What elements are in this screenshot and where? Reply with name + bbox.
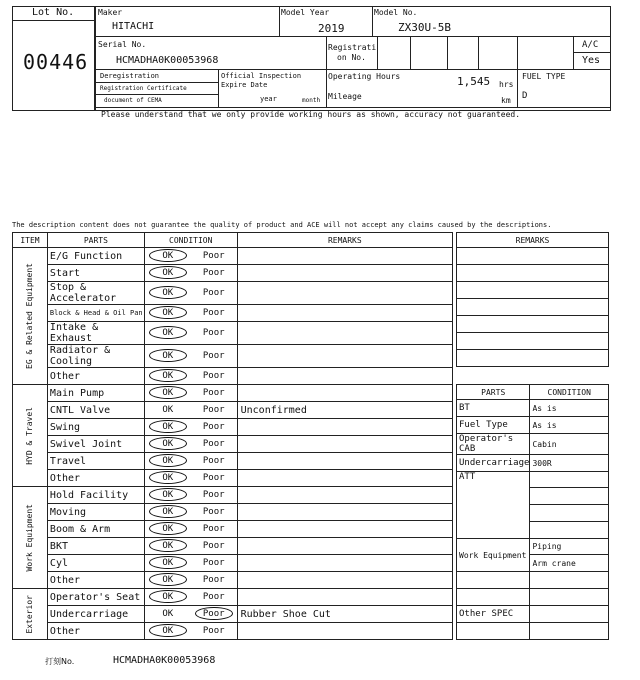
remark-cell [237,538,452,555]
remark-cell [237,572,452,589]
ok-mark: OK [162,609,174,619]
inspection-row [13,345,453,368]
right-remarks-row [457,316,609,333]
right-empty-cell [530,623,609,640]
right-part-condition [530,589,609,606]
poor-mark: Poor [202,456,225,466]
right-part-name: Undercarriage [457,455,530,472]
condition-cell [144,322,237,345]
part-name: Main Pump [47,385,144,402]
part-name: Swivel Joint [47,436,144,453]
right-parts-table [456,384,609,640]
ok-mark: OK [149,249,187,262]
part-name: Other [47,470,144,487]
poor-mark: Poor [202,328,225,338]
inspection-row [13,538,453,555]
maker-label: Maker [98,8,123,17]
ac-label: A/C [582,40,599,50]
remark-cell [237,265,452,282]
condition-cell [144,589,237,606]
poor-mark: Poor [202,558,225,568]
right-part-name: ATT [457,472,530,539]
model-no-label: Model No. [374,8,418,17]
condition-cell [144,305,237,322]
right-remarks-row [457,299,609,316]
ok-mark: OK [149,590,187,603]
right-part-condition: As is [530,417,609,434]
group-label-cell [13,589,48,640]
condition-cell [144,368,237,385]
stamp-value: HCMADHA0K00053968 [113,655,216,666]
right-part-condition [530,606,609,623]
right-part-condition [530,522,609,539]
fuel-type-value: D [522,91,528,101]
right-remarks-row [457,282,609,299]
inspection-row [13,368,453,385]
inspection-table [12,232,453,640]
model-year-value: 2019 [318,22,345,35]
condition-cell [144,402,237,419]
remark-cell [237,453,452,470]
part-name: Boom & Arm [47,521,144,538]
part-name: Undercarriage [47,606,144,623]
right-part-name: Operator's CAB [457,434,530,455]
operating-hours-label: Operating Hours [328,72,401,81]
condition-cell [144,538,237,555]
right-remarks-row [457,265,609,282]
right-remarks-cell [457,350,609,367]
col-remarks: REMARKS [237,233,452,248]
right-parts-row [457,589,609,606]
poor-mark: Poor [202,422,225,432]
right-parts-row [457,572,609,589]
poor-mark: Poor [202,288,225,298]
year-label: year [260,95,277,103]
right-part-condition: 300R [530,455,609,472]
registration-label-1: Registrati [328,43,377,52]
poor-mark: Poor [202,388,225,398]
poor-mark: Poor [202,439,225,449]
condition-cell [144,345,237,368]
right-remarks-row [457,350,609,367]
model-no-value: ZX30U-5B [398,21,451,34]
condition-cell [144,265,237,282]
remark-cell [237,368,452,385]
right-part-name: Fuel Type [457,417,530,434]
part-name: Other [47,572,144,589]
ok-mark: OK [149,624,187,637]
right-part-name: Work Equipment [457,539,530,572]
remark-cell [237,504,452,521]
poor-mark: Poor [202,351,225,361]
poor-mark: Poor [202,490,225,500]
inspection-row [13,419,453,436]
ok-mark: OK [149,556,187,569]
condition-cell [144,436,237,453]
right-part-name: BT [457,400,530,417]
inspection-row [13,521,453,538]
ac-value: Yes [582,55,601,66]
remark-cell [237,487,452,504]
right-parts-row [457,539,609,555]
poor-mark: Poor [202,473,225,483]
poor-mark: Poor [202,524,225,534]
part-name: Other [47,623,144,640]
inspection-row [13,589,453,606]
condition-cell [144,453,237,470]
remark-cell [237,345,452,368]
condition-cell [144,248,237,265]
part-name: E/G Function [47,248,144,265]
fuel-type-label: FUEL TYPE [522,72,566,81]
ok-mark: OK [149,522,187,535]
part-name: Travel [47,453,144,470]
remark-cell: Rubber Shoe Cut [237,606,452,623]
km-unit: km [501,96,511,105]
right-part-condition: Cabin [530,434,609,455]
model-year-label: Model Year [281,8,330,17]
right-remarks-cell [457,333,609,350]
part-name: Stop & Accelerator [47,282,144,305]
inspection-label-1: Official Inspection [221,72,302,80]
right-parts-row [457,417,609,434]
right-remarks-table [456,232,609,367]
condition-cell [144,572,237,589]
right-condition-col: CONDITION [530,385,609,400]
inspection-row [13,453,453,470]
remark-cell [237,470,452,487]
right-remarks-cell [457,316,609,333]
disclaimer: The description content does not guarantee the quality of product and ACE will not accept any claims caused by the descriptions. [12,221,552,229]
inspection-row [13,248,453,265]
remark-cell [237,305,452,322]
group-label: Work Equipment [25,503,35,572]
right-part-name [457,572,530,589]
poor-mark: Poor [202,268,225,278]
right-parts-row [457,455,609,472]
right-part-condition [530,472,609,488]
condition-cell [144,504,237,521]
group-label-cell [13,487,48,589]
part-name: Intake & Exhaust [47,322,144,345]
serial-value: HCMADHA0K00053968 [116,55,219,66]
right-part-condition: Arm crane [530,555,609,572]
ok-mark: OK [149,488,187,501]
col-condition: CONDITION [144,233,237,248]
right-remarks-cell [457,282,609,299]
inspection-row [13,305,453,322]
inspection-label-2: Expire Date [221,81,268,89]
condition-cell [144,555,237,572]
mileage-label: Mileage [328,92,362,101]
group-label-cell [13,385,48,487]
ok-mark: OK [149,437,187,450]
poor-mark: Poor [202,541,225,551]
right-part-name [457,589,530,606]
ok-mark: OK [149,471,187,484]
group-label: EG & Related Equipment [25,263,35,369]
inspection-row [13,282,453,305]
part-name: CNTL Valve [47,402,144,419]
hours-note: Please understand that we only provide working hours as shown, accuracy not guaranteed. [101,110,521,119]
inspection-row [13,322,453,345]
part-name: Radiator & Cooling [47,345,144,368]
remark-cell [237,521,452,538]
col-item: ITEM [13,233,48,248]
right-remarks-row [457,333,609,350]
condition-cell [144,470,237,487]
condition-cell [144,282,237,305]
ok-mark: OK [149,266,187,279]
right-remarks-cell [457,265,609,282]
part-name: Block & Head & Oil Pan [47,305,144,322]
poor-mark: Poor [202,575,225,585]
ok-mark: OK [149,286,187,299]
inspection-row [13,265,453,282]
remark-cell: Unconfirmed [237,402,452,419]
condition-cell [144,606,237,623]
inspection-row [13,487,453,504]
month-label: month [302,97,321,104]
ok-mark: OK [149,369,187,382]
col-parts: PARTS [47,233,144,248]
right-remarks-cell [457,299,609,316]
poor-mark: Poor [202,507,225,517]
dereg-label: Deregistration [100,72,160,80]
lot-number: 00446 [23,50,89,74]
condition-cell [144,487,237,504]
reg-cert-label: Registration Certificate [100,85,187,92]
operating-hours-value: 1,545 [457,75,491,88]
part-name: BKT [47,538,144,555]
lot-label: Lot No. [32,7,75,18]
part-name: Hold Facility [47,487,144,504]
ok-mark: OK [149,420,187,433]
condition-cell [144,623,237,640]
remark-cell [237,248,452,265]
ok-mark: OK [149,505,187,518]
poor-mark: Poor [202,251,225,261]
remark-cell [237,623,452,640]
maker-value: HITACHI [112,21,155,32]
part-name: Cyl [47,555,144,572]
inspection-row [13,385,453,402]
poor-mark: Poor [202,308,225,318]
poor-mark: Poor [202,626,225,636]
right-parts-col: PARTS [457,385,530,400]
inspection-row [13,572,453,589]
part-name: Other [47,368,144,385]
remark-cell [237,282,452,305]
ok-mark: OK [149,326,187,339]
ok-mark: OK [149,386,187,399]
right-part-condition [530,572,609,589]
poor-mark: Poor [202,371,225,381]
remark-cell [237,385,452,402]
part-name: Swing [47,419,144,436]
inspection-row [13,504,453,521]
right-parts-header [457,385,609,400]
right-part-condition: Piping [530,539,609,555]
remark-cell [237,322,452,345]
poor-mark: Poor [202,404,225,415]
group-label-cell [13,248,48,385]
right-remarks-cell [457,248,609,265]
right-part-name: Other SPEC [457,606,530,623]
right-part-condition: As is [530,400,609,417]
right-empty-cell [457,623,530,640]
remark-cell [237,589,452,606]
right-parts-row [457,400,609,417]
ok-mark: OK [162,404,174,415]
right-parts-row [457,472,609,488]
inspection-row [13,606,453,623]
remark-cell [237,419,452,436]
registration-label-2: on No. [337,53,366,62]
poor-mark: Poor [195,607,233,620]
ok-mark: OK [149,539,187,552]
inspection-row [13,555,453,572]
inspection-header-row [13,233,453,248]
ok-mark: OK [149,573,187,586]
group-label: HYD & Travel [25,406,35,465]
right-part-condition [530,488,609,505]
inspection-row [13,470,453,487]
stamp-label: 打刻No. [45,657,75,666]
inspection-row [13,436,453,453]
right-parts-row [457,434,609,455]
serial-label: Serial No. [98,40,147,49]
right-parts-row [457,606,609,623]
hrs-unit: hrs [499,80,514,89]
part-name: Start [47,265,144,282]
remark-cell [237,436,452,453]
group-label: Exterior [25,594,35,634]
condition-cell [144,521,237,538]
inspection-row [13,402,453,419]
ok-mark: OK [149,454,187,467]
part-name: Operator's Seat [47,589,144,606]
right-part-condition [530,505,609,522]
part-name: Moving [47,504,144,521]
poor-mark: Poor [202,592,225,602]
right-remarks-header: REMARKS [457,233,609,248]
ok-mark: OK [149,306,187,319]
condition-cell [144,385,237,402]
remark-cell [237,555,452,572]
ok-mark: OK [149,349,187,362]
cema-label: document of CEMA [104,97,162,104]
right-remarks-row [457,248,609,265]
inspection-row [13,623,453,640]
condition-cell [144,419,237,436]
